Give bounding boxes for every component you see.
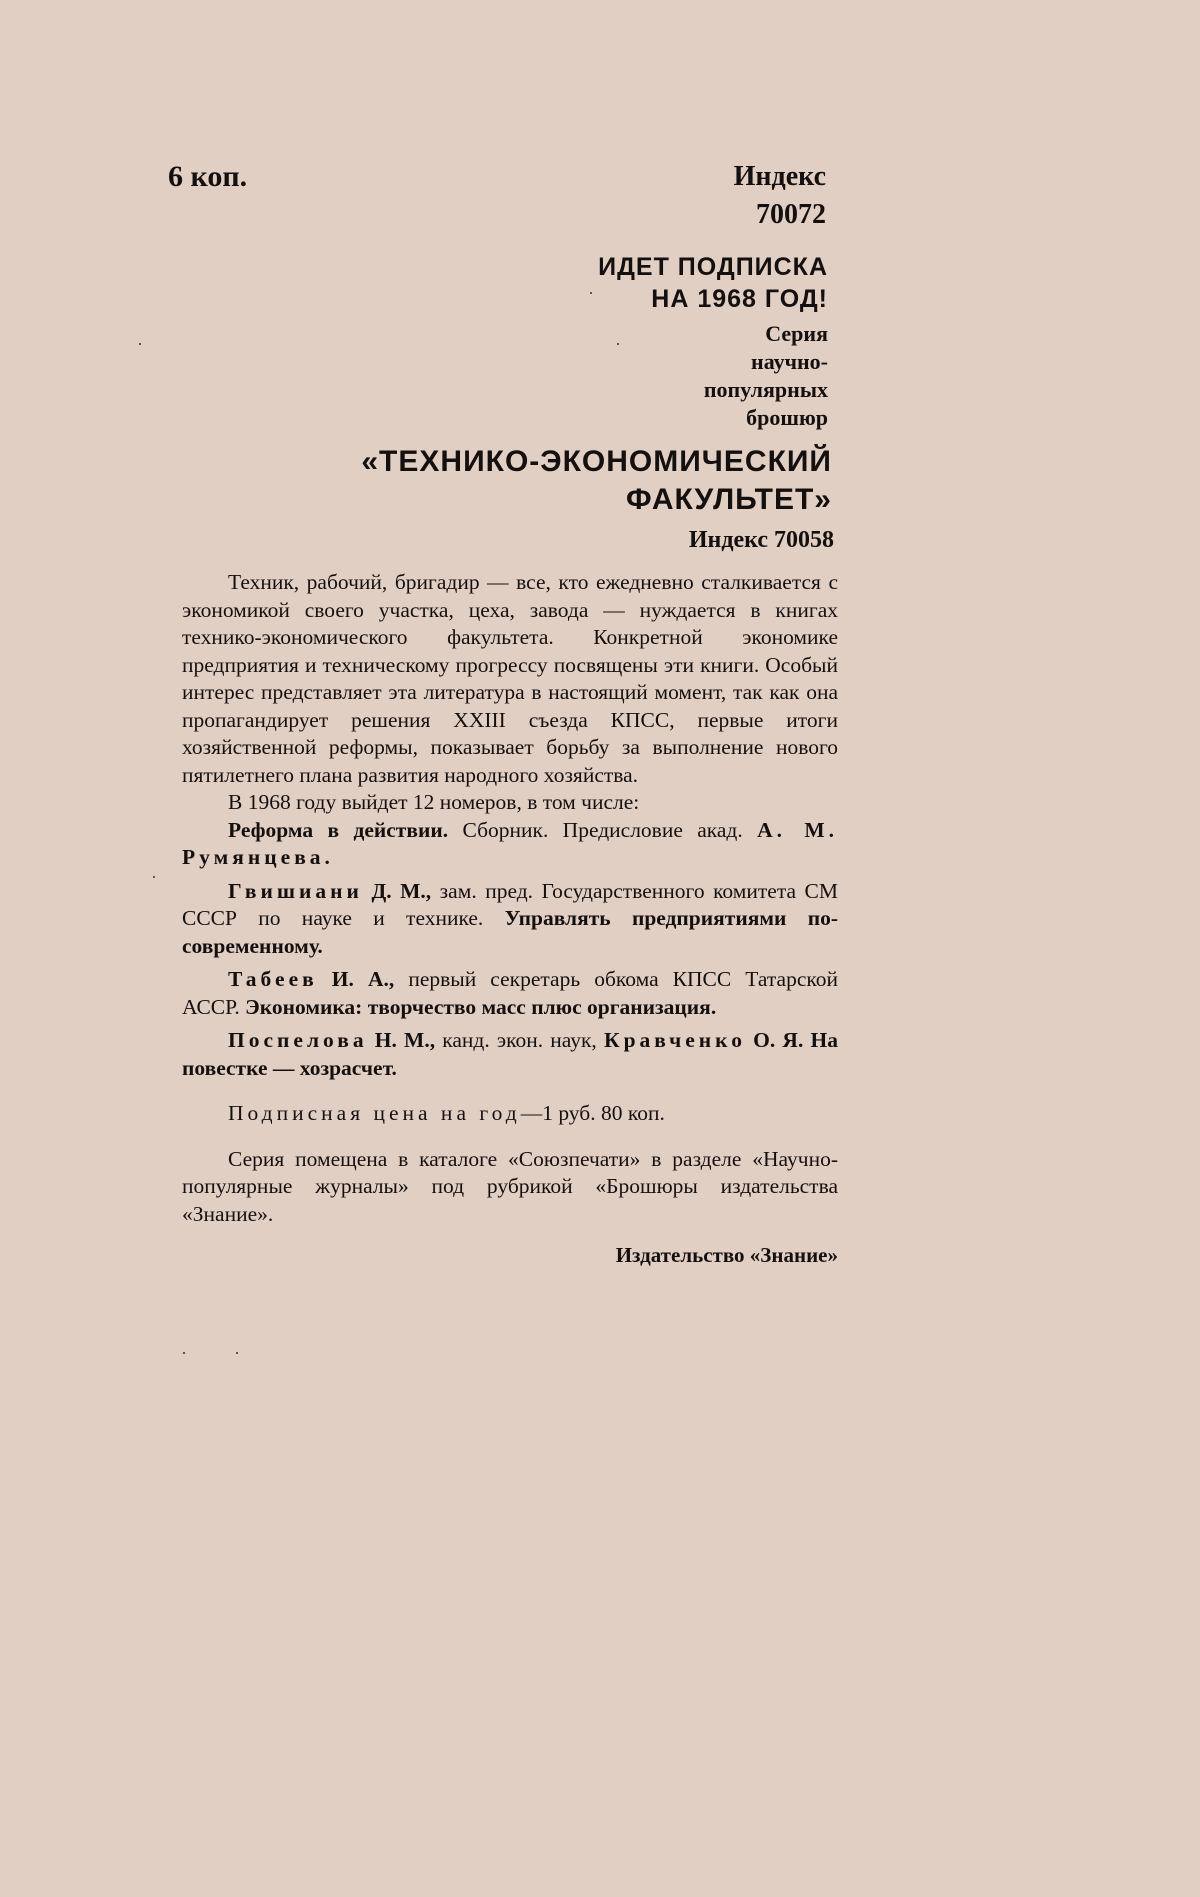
issue-count: В 1968 году выйдет 12 номеров, в том числе: xyxy=(228,790,640,814)
title-line-2: ФАКУЛЬТЕТ» xyxy=(625,483,832,516)
issue-4-initials: Н. М., xyxy=(367,1028,436,1052)
subscription-line-1: ИДЕТ ПОДПИСКА xyxy=(598,253,828,281)
subscription-index xyxy=(734,158,826,234)
issue-3-title: Экономика: творчество масс плюс организация. xyxy=(245,994,717,1019)
issue-2-desc: зам. пред. Государственного комитета СМ СССР по науке и технике. xyxy=(182,878,838,930)
print-speck xyxy=(590,292,592,294)
index-label: Индекс xyxy=(733,161,826,192)
issue-3-desc: первый секретарь обкома КПСС Татарской АССР. xyxy=(182,967,838,1019)
issue-item-3 xyxy=(182,966,838,1021)
description-body xyxy=(182,569,838,1270)
issue-4-author-2: Кравченко xyxy=(603,1028,746,1052)
issue-4-author: Поспелова xyxy=(228,1028,368,1052)
issue-item-1 xyxy=(182,817,838,872)
series-line-4: брошюр xyxy=(746,405,828,430)
issue-4-desc: канд. экон. наук, xyxy=(435,1028,604,1052)
print-speck xyxy=(183,1352,185,1354)
issue-3-author: Табеев xyxy=(228,967,318,991)
publisher-name: Издательство «Знание» xyxy=(615,1243,838,1267)
series-title xyxy=(361,443,832,519)
issue-2-title: Управлять предприятиями по-современному. xyxy=(182,906,838,958)
series-index: Индекс 70058 xyxy=(688,527,834,553)
issue-2-author: Гвишиани xyxy=(228,878,363,903)
price-label-text: Подписная цена на год xyxy=(228,1101,521,1125)
intro-paragraph: Техник, рабочий, бригадир — все, кто ежедневно сталкивается с экономикой своего участка, цеха, завода — нуждается в книгах технико-экономического факультета. Конкретной экономике предприятия и техническому прогрессу посвящены эти книги. Особый интерес представляет эта литература в настоящий момент, так как она пропагандирует решения XXIII съезда КПСС, первые итоги хозяйственной реформы, показывает борьбу за выполнение нового пятилетнего плана развития народного хозяйства. xyxy=(182,570,838,787)
series-line-3: популярных xyxy=(703,377,828,402)
series-line-2: научно- xyxy=(751,349,828,374)
subscription-announcement xyxy=(598,251,828,315)
series-line-1: Серия xyxy=(765,321,828,346)
price-value: —1 руб. 80 коп. xyxy=(520,1101,665,1125)
issue-3-initials: И. А., xyxy=(317,967,395,991)
print-speck xyxy=(139,343,141,345)
subscription-line-2: НА 1968 ГОД! xyxy=(651,285,828,313)
print-speck xyxy=(617,343,619,345)
issue-1-desc: Сборник. Предисловие акад. xyxy=(448,817,758,842)
issue-item-4 xyxy=(182,1027,838,1082)
issue-4-initials-2: О. Я. xyxy=(745,1028,804,1052)
issue-1-title: Реформа в действии. xyxy=(228,817,449,842)
catalog-note: Серия помещена в каталоге «Союзпечати» в разделе «Научно-популярные журналы» под рубрикой «Брошюры издательства «Знание». xyxy=(182,1146,838,1226)
title-line-1: «ТЕХНИКО-ЭКОНОМИЧЕСКИЙ xyxy=(361,445,832,478)
subscription-price xyxy=(182,1100,838,1128)
index-number: 70072 xyxy=(756,199,826,230)
print-speck xyxy=(236,1352,238,1354)
issue-2-initials: Д. М., xyxy=(362,878,432,903)
price-label: 6 коп. xyxy=(168,160,248,193)
print-speck xyxy=(153,876,155,878)
issue-item-2 xyxy=(182,878,838,961)
series-caption xyxy=(704,320,828,432)
issue-4-title: На повестке — хозрасчет. xyxy=(182,1028,838,1080)
issue-1-author: А. М. Румянцева. xyxy=(182,817,838,869)
